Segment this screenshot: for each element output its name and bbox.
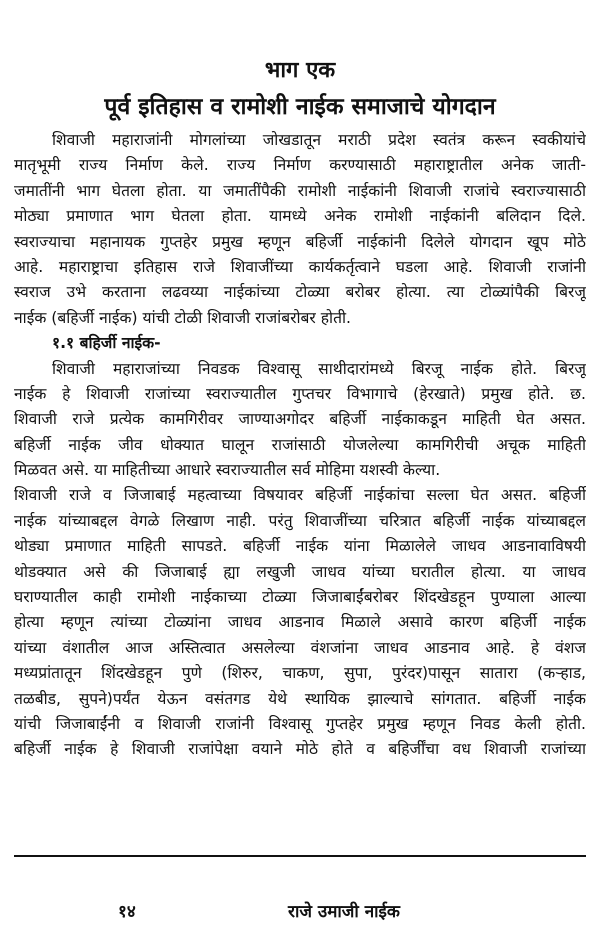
text-line: यांची जिजाबाईंनी व शिवाजी राजांनी विश्वासू गुप्तहेर प्रमुख म्हणून निवड केली होती. xyxy=(14,714,586,733)
text-line: नाईक (बहिर्जी नाईक) यांची टोळी शिवाजी राजांबरोबर होती. xyxy=(14,308,351,327)
text-line: यांच्या वंशातील आज अस्तित्वात असलेल्या वंशजांना जाधव आडनाव आहे. हे वंशज xyxy=(14,638,586,657)
body-text xyxy=(14,128,586,763)
text-line: शिवाजी राजे व जिजाबाई महत्वाच्या विषयावर बहिर्जी नाईकांचा सल्ला घेत असत. बहिर्जी xyxy=(14,486,586,505)
text-line: जमातींनी भाग घेतला होता. या जमातींपैकी रामोशी नाईकांनी शिवाजी राजांचे स्वराज्यासाठी xyxy=(14,181,586,200)
text-line: स्वराज्याचा महानायक गुप्तहेर प्रमुख म्हणून बहिर्जी नाईकांनी दिलेले योगदान खूप मोठे xyxy=(14,232,586,251)
part-title: भाग एक xyxy=(264,58,336,83)
text-line: मातृभूमी राज्य निर्माण केले. राज्य निर्माण करण्यासाठी महाराष्ट्रातील अनेक जाती- xyxy=(14,156,586,175)
chapter-title: पूर्व इतिहास व रामोशी नाईक समाजाचे योगदान xyxy=(104,94,496,120)
text-line: नाईक हे शिवाजी राजांच्या स्वराज्यातील गुप्तचर विभागाचे (हेरखाते) प्रमुख होते. छ. xyxy=(14,384,586,403)
text-line: नाईक यांच्याबद्दल वेगळे लिखाण नाही. परंतु शिवाजींच्या चरित्रात बहिर्जी नाईक यांच्याबद्दल xyxy=(14,511,586,530)
text-line: मोठ्या प्रमाणात भाग घेतला होता. यामध्ये अनेक रामोशी नाईकांनी बलिदान दिले. xyxy=(14,207,586,226)
text-line: घराण्यातील काही रामोशी नाईकाच्या टोळ्या जिजाबाईंबरोबर शिंदखेडहून पुण्याला आल्या xyxy=(14,588,586,607)
text-line: स्वराज उभे करताना लढवय्या नाईकांच्या टोळ्या बरोबर होत्या. त्या टोळ्यांपैकी बिरजू xyxy=(14,283,586,302)
text-line: शिवाजी महाराजांच्या निवडक विश्वासू साथीदारांमध्ये बिरजू नाईक होते. बिरजू xyxy=(52,359,586,378)
text-line: शिवाजी राजे प्रत्येक कामगिरीवर जाण्याअगोदर बहिर्जी नाईकाकडून माहिती घेत असत. xyxy=(14,410,586,429)
text-line: बहिर्जी नाईक हे शिवाजी राजांपेक्षा वयाने मोठे होते व बहिर्जींचा वध शिवाजी राजांच्या xyxy=(14,740,586,759)
text-line: होत्या म्हणून त्यांच्या टोळ्यांना जाधव आडनाव मिळाले असावे कारण बहिर्जी नाईक xyxy=(14,613,586,632)
text-line: तळबीड, सुपने)पर्यंत येऊन वसंतगड येथे स्थायिक झाल्याचे सांगतात. बहिर्जी नाईक xyxy=(14,689,586,708)
page-number: १४ xyxy=(118,902,136,922)
text-line: मध्यप्रांतातून शिंदखेडहून पुणे (शिरुर, चाकण, सुपा, पुरंदर)पासून सातारा (कऱ्हाड, xyxy=(14,664,586,683)
text-line: आहे. महाराष्ट्राचा इतिहास राजे शिवाजींच्या कार्यकर्तृत्वाने घडला आहे. शिवाजी राजांनी xyxy=(14,257,586,276)
section-heading: १.१ बहिर्जी नाईक- xyxy=(52,334,161,353)
running-book-title: राजे उमाजी नाईक xyxy=(288,902,400,922)
footer-divider xyxy=(14,855,586,857)
text-line: थोडक्यात असे की जिजाबाई ह्या लखुजी जाधव यांच्या घरातील होत्या. या जाधव xyxy=(14,562,586,581)
text-line: मिळवत असे. या माहितीच्या आधारे स्वराज्यातील सर्व मोहिमा यशस्वी केल्या. xyxy=(14,461,441,480)
text-line: शिवाजी महाराजांनी मोगलांच्या जोखडातून मराठी प्रदेश स्वतंत्र करून स्वकीयांचे xyxy=(52,131,586,149)
text-line: थोड्या प्रमाणात माहिती सापडते. बहिर्जी नाईक यांना मिळालेले जाधव आडनावाविषयी xyxy=(14,537,586,556)
text-line: बहिर्जी नाईक जीव धोक्यात घालून राजांसाठी योजलेल्या कामगिरीची अचूक माहिती xyxy=(14,435,586,454)
